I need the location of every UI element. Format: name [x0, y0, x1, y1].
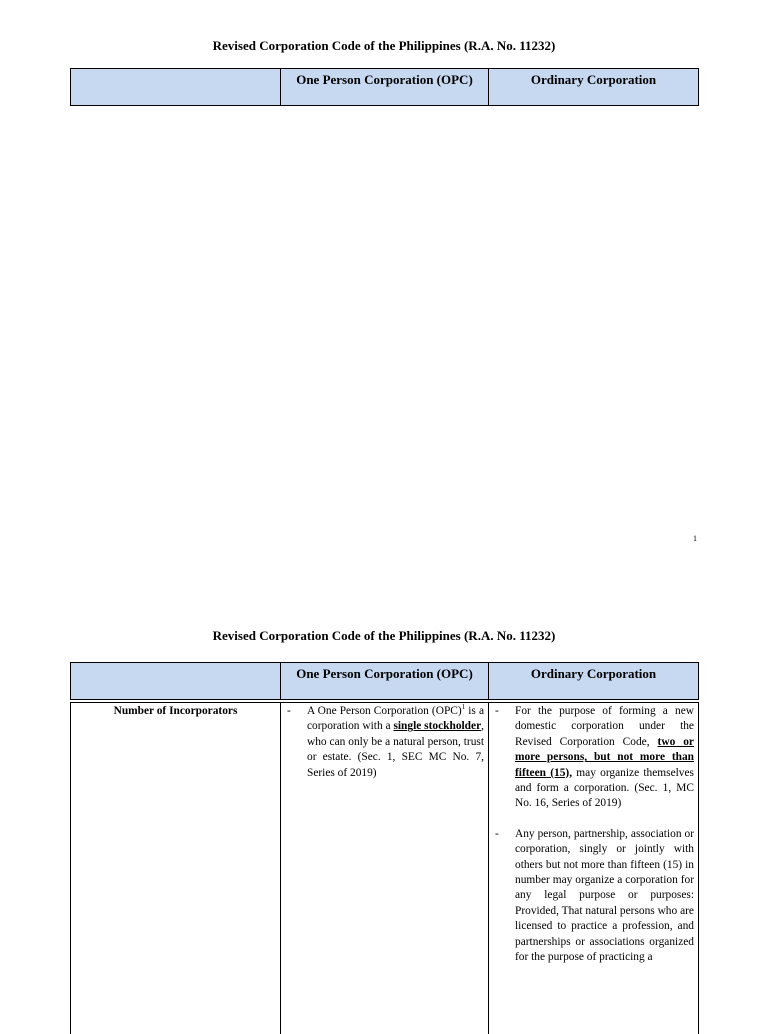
bullet-dash: -	[493, 827, 515, 966]
bullet-dash: -	[493, 704, 515, 812]
bullet-dash: -	[285, 704, 307, 781]
header-blank-cell	[71, 663, 281, 700]
comparison-body-table	[70, 702, 699, 1034]
opc-cell	[281, 703, 489, 1034]
ordinary-cell	[489, 703, 699, 1034]
list-item	[493, 827, 694, 966]
ordinary-rule-2: Any person, partnership, association or corporation, singly or jointly with others but not more than fifteen (15) in number may organize a corporation for any legal purpose or purposes: Provided, That natural persons who are licensed to practice a profession, and partnerships or associations organized for the purpose of practicing a	[515, 827, 694, 966]
list-item	[285, 704, 484, 781]
table-row	[71, 703, 699, 1034]
header-blank-cell	[71, 69, 281, 106]
list-item	[493, 704, 694, 812]
header-opc: One Person Corporation (OPC)	[281, 69, 489, 106]
ordinary-rule-1: For the purpose of forming a new domestic corporation under the Revised Corporation Code, two or more persons, but not more than fifteen (15), may organize themselves and form a corporation. (Sec. 1, MC No. 16, Series of 2019)	[515, 704, 694, 812]
header-opc: One Person Corporation (OPC)	[281, 663, 489, 700]
header-ordinary: Ordinary Corporation	[489, 663, 699, 700]
page-title: Revised Corporation Code of the Philippines (R.A. No. 11232)	[0, 628, 768, 644]
page-title: Revised Corporation Code of the Philippines (R.A. No. 11232)	[0, 38, 768, 54]
page-number: 1	[693, 534, 697, 543]
footnote-marker[interactable]: 1	[462, 703, 466, 711]
opc-definition: A One Person Corporation (OPC)$^1$ is a corporation with a single stockholder, who can only be a natural person, trust or estate. (Sec. 1, SEC MC No. 7, Series of 2019)	[307, 704, 484, 781]
header-ordinary: Ordinary Corporation	[489, 69, 699, 106]
comparison-header-table	[70, 662, 699, 700]
comparison-header-table	[70, 68, 699, 106]
row-label: Number of Incorporators	[71, 703, 281, 1034]
